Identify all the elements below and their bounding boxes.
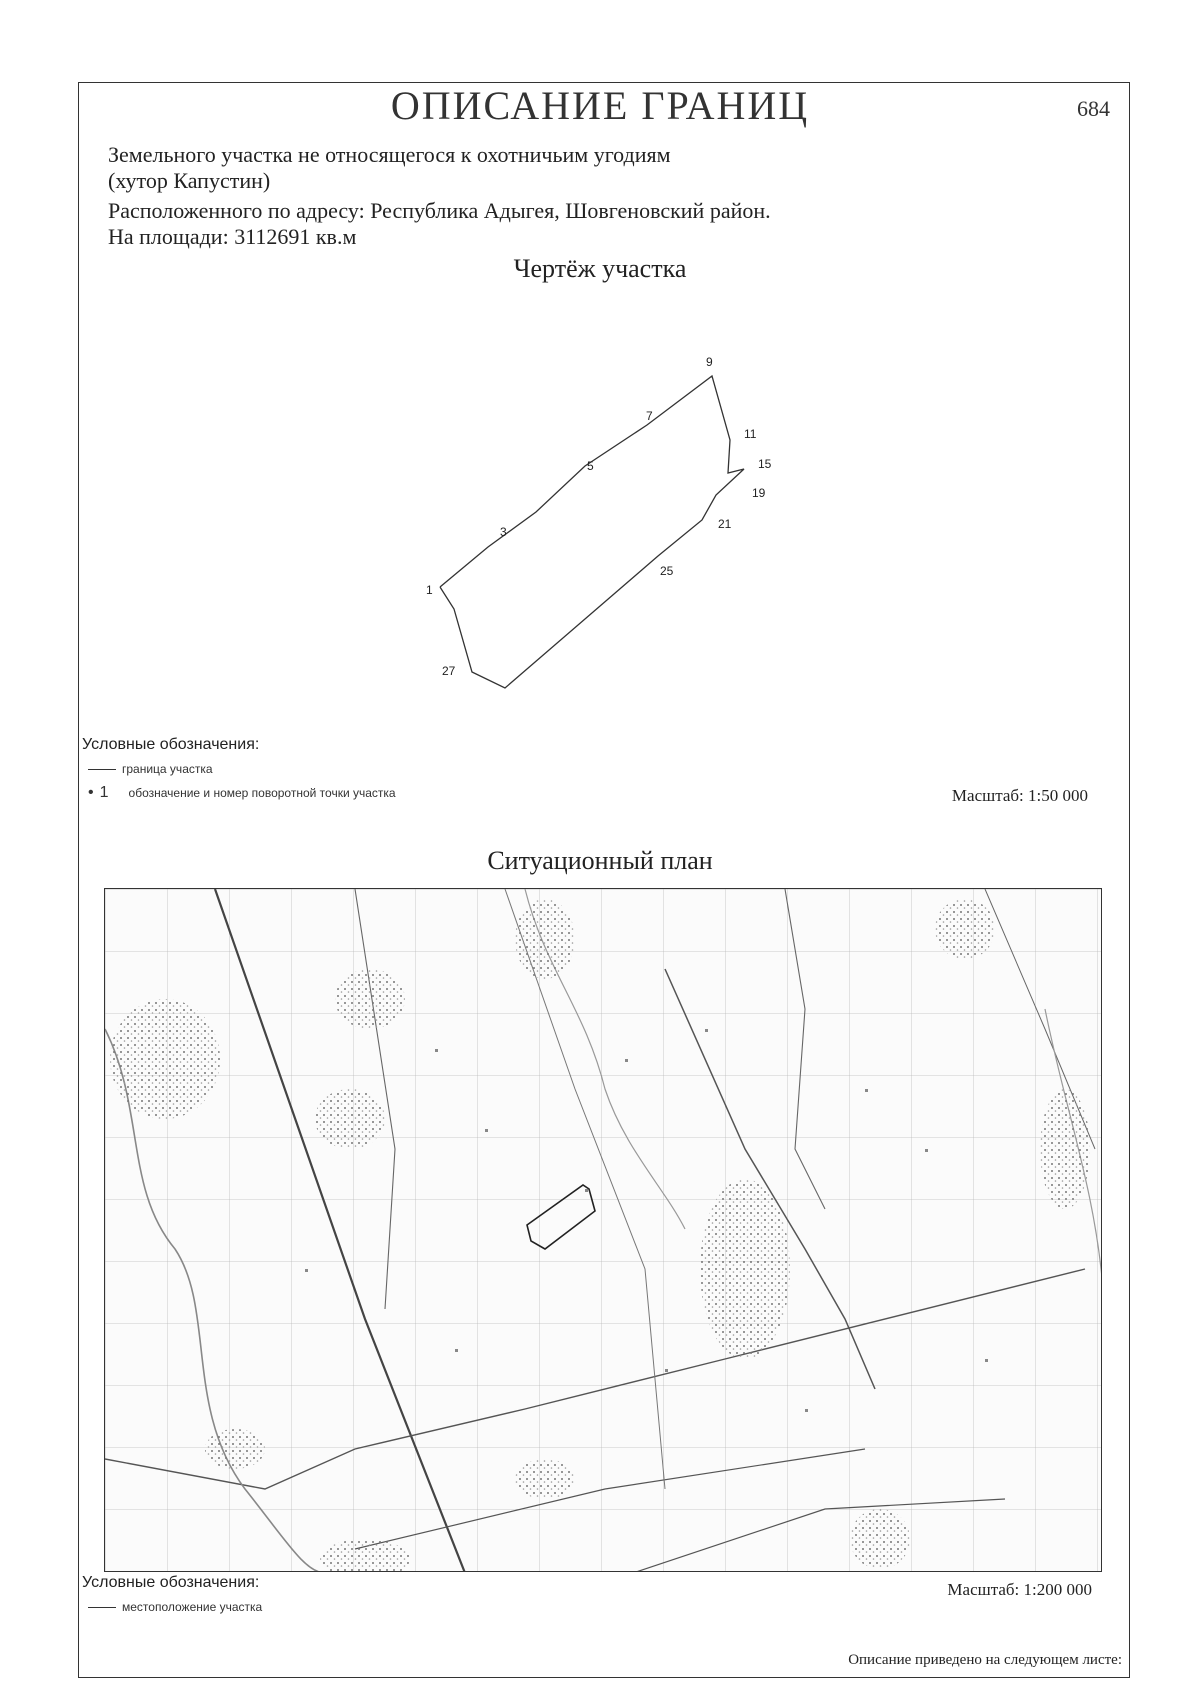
drawing-title: Чертёж участка	[513, 254, 687, 283]
header-line-2: (хутор Капустин)	[108, 168, 271, 193]
scale-2: Масштаб: 1:200 000	[947, 1580, 1092, 1599]
point-9-label: 9	[706, 355, 713, 369]
boundary-line-icon	[88, 769, 116, 770]
topographic-map-image	[105, 889, 1102, 1572]
parcel-drawing	[0, 0, 1200, 780]
header-line-3: Расположенного по адресу: Республика Адыгея, Шовгеновский район.	[108, 198, 771, 223]
document-title: ОПИСАНИЕ ГРАНИЦ	[390, 83, 810, 128]
header-line-1: Земельного участка не относящегося к охотничьим угодиям	[108, 142, 671, 167]
legend-boundary-text: граница участка	[122, 762, 213, 776]
scale-1: Масштаб: 1:50 000	[951, 786, 1088, 805]
legend-point-symbol: 1	[99, 784, 109, 801]
legend-point-text: обозначение и номер поворотной точки участка	[128, 786, 396, 800]
legend-location-text: местоположение участка	[122, 1600, 263, 1614]
footer-note: Описание приведено на следующем листе:	[848, 1652, 1122, 1668]
situation-title: Ситуационный план	[487, 846, 713, 875]
point-3-label: 3	[500, 525, 507, 539]
header-line-4: На площади: 3112691 кв.м	[108, 224, 357, 249]
legend-title-2: Условные обозначения:	[82, 1574, 260, 1591]
point-7-label: 7	[646, 409, 653, 423]
legend-boundary-row	[88, 762, 213, 776]
point-15-label: 15	[758, 457, 772, 471]
point-21-label: 21	[718, 517, 732, 531]
location-line-icon	[88, 1607, 116, 1608]
point-11-label: 11	[744, 427, 757, 441]
page-number: 684	[1077, 96, 1110, 121]
legend-point-row	[88, 784, 396, 802]
point-25-label: 25	[660, 564, 674, 578]
parcel-boundary	[440, 376, 744, 688]
legend-location-row	[88, 1600, 262, 1614]
point-5-label: 5	[587, 459, 594, 473]
situation-map	[104, 888, 1102, 1572]
point-1-label: 1	[426, 583, 433, 597]
point-27-label: 27	[442, 664, 456, 678]
point-19-label: 19	[752, 486, 766, 500]
point-dot-icon: •	[88, 784, 94, 801]
legend-title-1: Условные обозначения:	[82, 736, 260, 753]
